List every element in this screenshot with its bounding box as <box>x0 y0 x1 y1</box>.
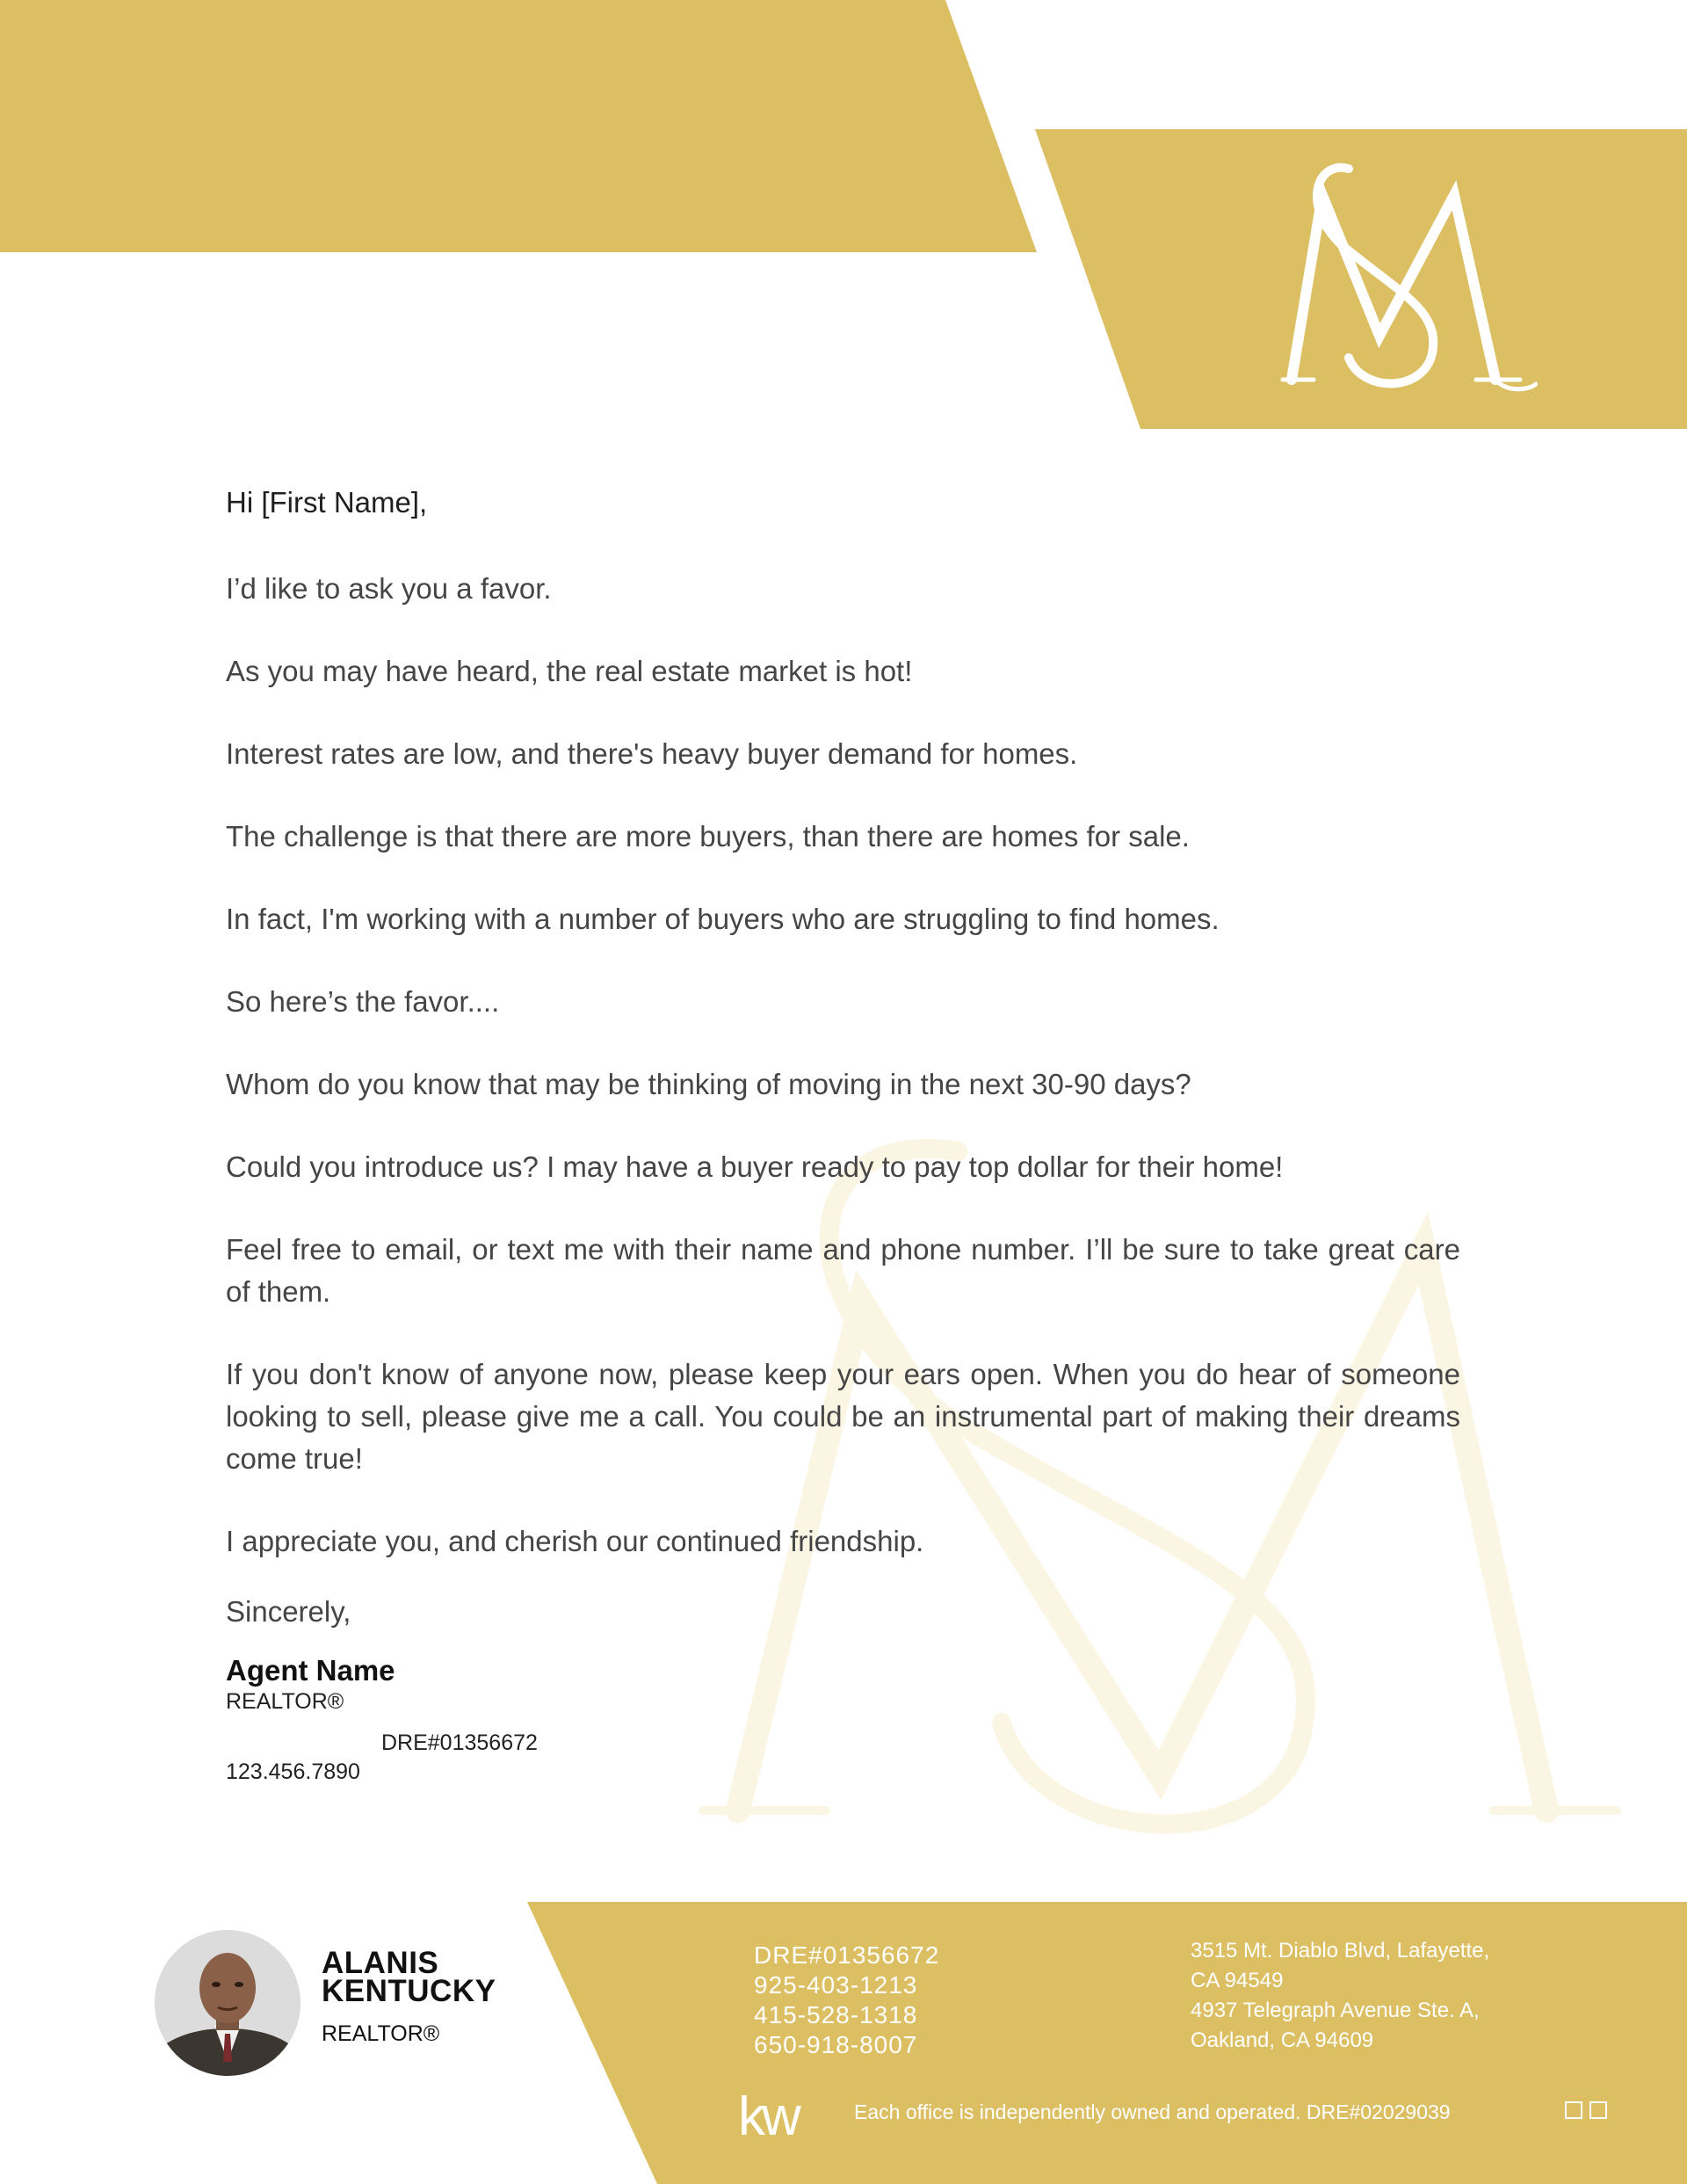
letter-paragraph: If you don't know of anyone now, please keep your ears open. When you do hear of someone looking to sell, please give me a call. You could be an instrumental part of making their dreams come true! <box>226 1358 1460 1475</box>
header-band-left <box>0 0 1037 252</box>
letter-paragraph: I appreciate you, and cherish our continued friendship. <box>226 1525 924 1557</box>
footer-agent-title: REALTOR® <box>322 2021 440 2046</box>
footer-dre: DRE#01356672 <box>754 1941 940 1969</box>
ms-monogram-logo <box>1265 160 1538 397</box>
letter-paragraph: Feel free to email, or text me with their name and phone number. I’ll be sure to take great care of them. <box>226 1233 1460 1308</box>
footer-disclaimer: Each office is independently owned and operated. DRE#02029039 <box>854 2101 1451 2123</box>
realtor-badge-icon <box>1565 2101 1582 2119</box>
letter-body <box>226 482 1460 1563</box>
letter-paragraph: In fact, I'm working with a number of buyers who are struggling to find homes. <box>226 903 1220 935</box>
kw-logo: kw <box>738 2086 798 2147</box>
address-line: 3515 Mt. Diablo Blvd, Lafayette, <box>1191 1939 1490 1963</box>
agent-avatar <box>155 1930 300 2076</box>
signature-block <box>226 1591 538 1787</box>
footer-band <box>527 1902 1687 2184</box>
letter-paragraph: As you may have heard, the real estate market is hot! <box>226 655 913 687</box>
footer-agent-name <box>322 1946 496 2008</box>
footer-phone: 650-918-8007 <box>754 2031 918 2058</box>
letter-paragraph: I’d like to ask you a favor. <box>226 572 552 605</box>
address-line: Oakland, CA 94609 <box>1191 2028 1374 2052</box>
footer-agent-last-name: KENTUCKY <box>322 1974 496 2008</box>
agent-name: Agent Name <box>226 1654 395 1687</box>
footer-address <box>1191 1936 1489 2056</box>
footer-phone: 415-528-1318 <box>754 2001 918 2028</box>
equal-housing-icon <box>1589 2101 1607 2119</box>
letter-paragraph: So here’s the favor.... <box>226 985 500 1018</box>
letter-paragraph: Interest rates are low, and there's heavy buyer demand for homes. <box>226 737 1078 770</box>
address-line: 4937 Telegraph Avenue Ste. A, <box>1191 1999 1480 2022</box>
letter-paragraph: The challenge is that there are more buyers, than there are homes for sale. <box>226 820 1190 853</box>
footer-agent-first-name: ALANIS <box>322 1946 439 1980</box>
agent-title: REALTOR® <box>226 1689 344 1714</box>
footer-contact <box>754 1941 939 2060</box>
letter-paragraph: Whom do you know that may be thinking of moving in the next 30-90 days? <box>226 1068 1191 1100</box>
footer-phone: 925-403-1213 <box>754 1971 918 1999</box>
agent-dre: DRE#01356672 <box>381 1731 538 1755</box>
agent-phone: 123.456.7890 <box>226 1760 360 1784</box>
address-line: CA 94549 <box>1191 1969 1284 1992</box>
letter-paragraph: Could you introduce us? I may have a buyer ready to pay top dollar for their home! <box>226 1150 1284 1183</box>
closing-text: Sincerely, <box>226 1595 351 1628</box>
greeting: Hi [First Name], <box>226 486 428 519</box>
footer-badges <box>1565 2101 1611 2119</box>
